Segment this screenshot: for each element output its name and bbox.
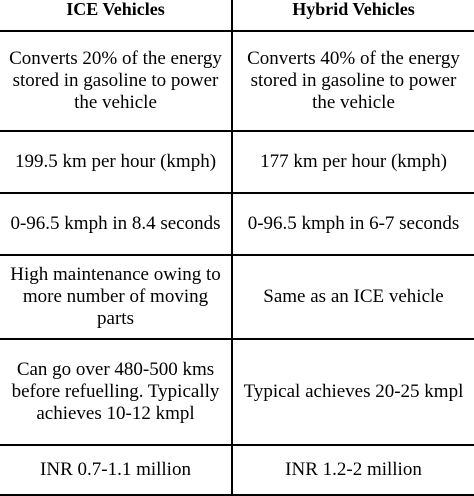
cell-hybrid-acceleration: 0-96.5 kmph in 6-7 seconds [232, 193, 474, 255]
table-header-row [0, 0, 474, 31]
cell-ice-efficiency: Converts 20% of the energy stored in gasoline to power the vehicle [0, 31, 232, 131]
cell-hybrid-price: INR 1.2-2 million [232, 445, 474, 495]
cell-hybrid-mileage: Typical achieves 20-25 kmpl [232, 339, 474, 445]
cell-hybrid-maintenance: Same as an ICE vehicle [232, 255, 474, 339]
cell-ice-top-speed: 199.5 km per hour (kmph) [0, 131, 232, 193]
header-ice-vehicles: ICE Vehicles [0, 0, 232, 31]
cell-hybrid-top-speed: 177 km per hour (kmph) [232, 131, 474, 193]
table-row-price [0, 445, 474, 495]
table-row-maintenance [0, 255, 474, 339]
cell-ice-acceleration: 0-96.5 kmph in 8.4 seconds [0, 193, 232, 255]
table-row-top-speed [0, 131, 474, 193]
table-row-mileage [0, 339, 474, 445]
table-row-efficiency [0, 31, 474, 131]
table-row-acceleration [0, 193, 474, 255]
cell-hybrid-efficiency: Converts 40% of the energy stored in gasoline to power the vehicle [232, 31, 474, 131]
header-hybrid-vehicles: Hybrid Vehicles [232, 0, 474, 31]
cell-ice-price: INR 0.7-1.1 million [0, 445, 232, 495]
cell-ice-maintenance: High maintenance owing to more number of moving parts [0, 255, 232, 339]
cell-ice-mileage: Can go over 480-500 kms before refuelling. Typically achieves 10-12 kmpl [0, 339, 232, 445]
